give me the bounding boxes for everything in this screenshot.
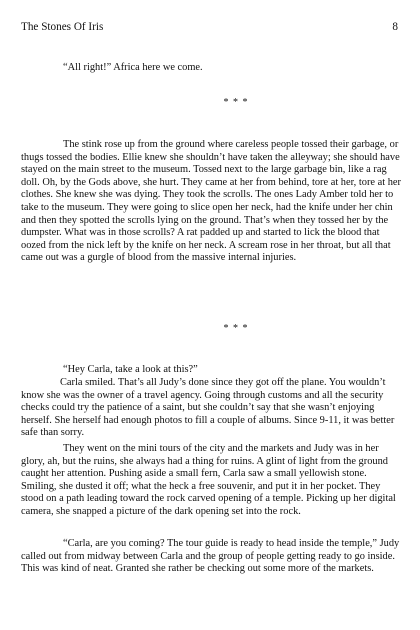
- page-number: 8: [392, 21, 398, 33]
- paragraph-3: “Hey Carla, take a look at this?”: [63, 364, 198, 375]
- scene-separator-1: * * *: [223, 97, 249, 108]
- paragraph-4: Carla smiled. That’s all Judy’s done since they got off the plane. You wouldn’t know she was the owner of a travel agency. Going through customs and all the security checks could try the patience of a saint, but she couldn’t say that she wasn’t enjoying herself. She herself had enough photos to fill a couple of albums. Since 9-11, it was better safe than sorry.: [21, 377, 395, 439]
- paragraph-6: “Carla, are you coming? The tour guide is ready to head inside the temple,” Judy called out from midway between Carla and the group of people getting ready to go inside. This was kind of neat. Granted she rather be checking out some more of the markets.: [21, 538, 400, 575]
- paragraph-1: “All right!” Africa here we come.: [63, 62, 203, 73]
- paragraph-5: They went on the mini tours of the city and the markets and Judy was in her glory, ah, but the ruins, she always had a thing for ruins. A glint of light from the ground caught her attention. Pushing aside a small fern, Carla saw a small yellowish stone. Smiling, she dusted it off; what the heck a free souvenir, and put it in her pocket. They stood on a path leading toward the rock carved opening of a temple. Picking up her digital camera, she snapped a picture of the dark opening set into the rock.: [21, 443, 396, 517]
- scene-separator-2: * * *: [223, 323, 249, 334]
- page-header: [21, 21, 398, 34]
- running-title: The Stones Of Iris: [21, 21, 104, 33]
- paragraph-2: The stink rose up from the ground where careless people tossed their garbage, or thugs tossed the bodies. Ellie knew she shouldn’t have taken the alleyway; she should have stayed on the main street to the museum. Tossed next to the large garbage bin, like a rag doll. Oh, by the Gods above, she hurt. They came at her from behind, tore at her, tore at her clothes. She knew she was dying. They took the scrolls. The ones Lady Amber told her to take to the museum. They were going to slice open her neck, had the knife under her chin and then they spotted the scrolls lying on the ground. That’s when they tossed her by the dumpster. What was in those scrolls? A rat padded up and started to lick the blood that oozed from the nick left by the knife on her neck. A scream rose in her throat, but all that came out was a gurgle of blood from the massive internal injuries.: [21, 139, 401, 264]
